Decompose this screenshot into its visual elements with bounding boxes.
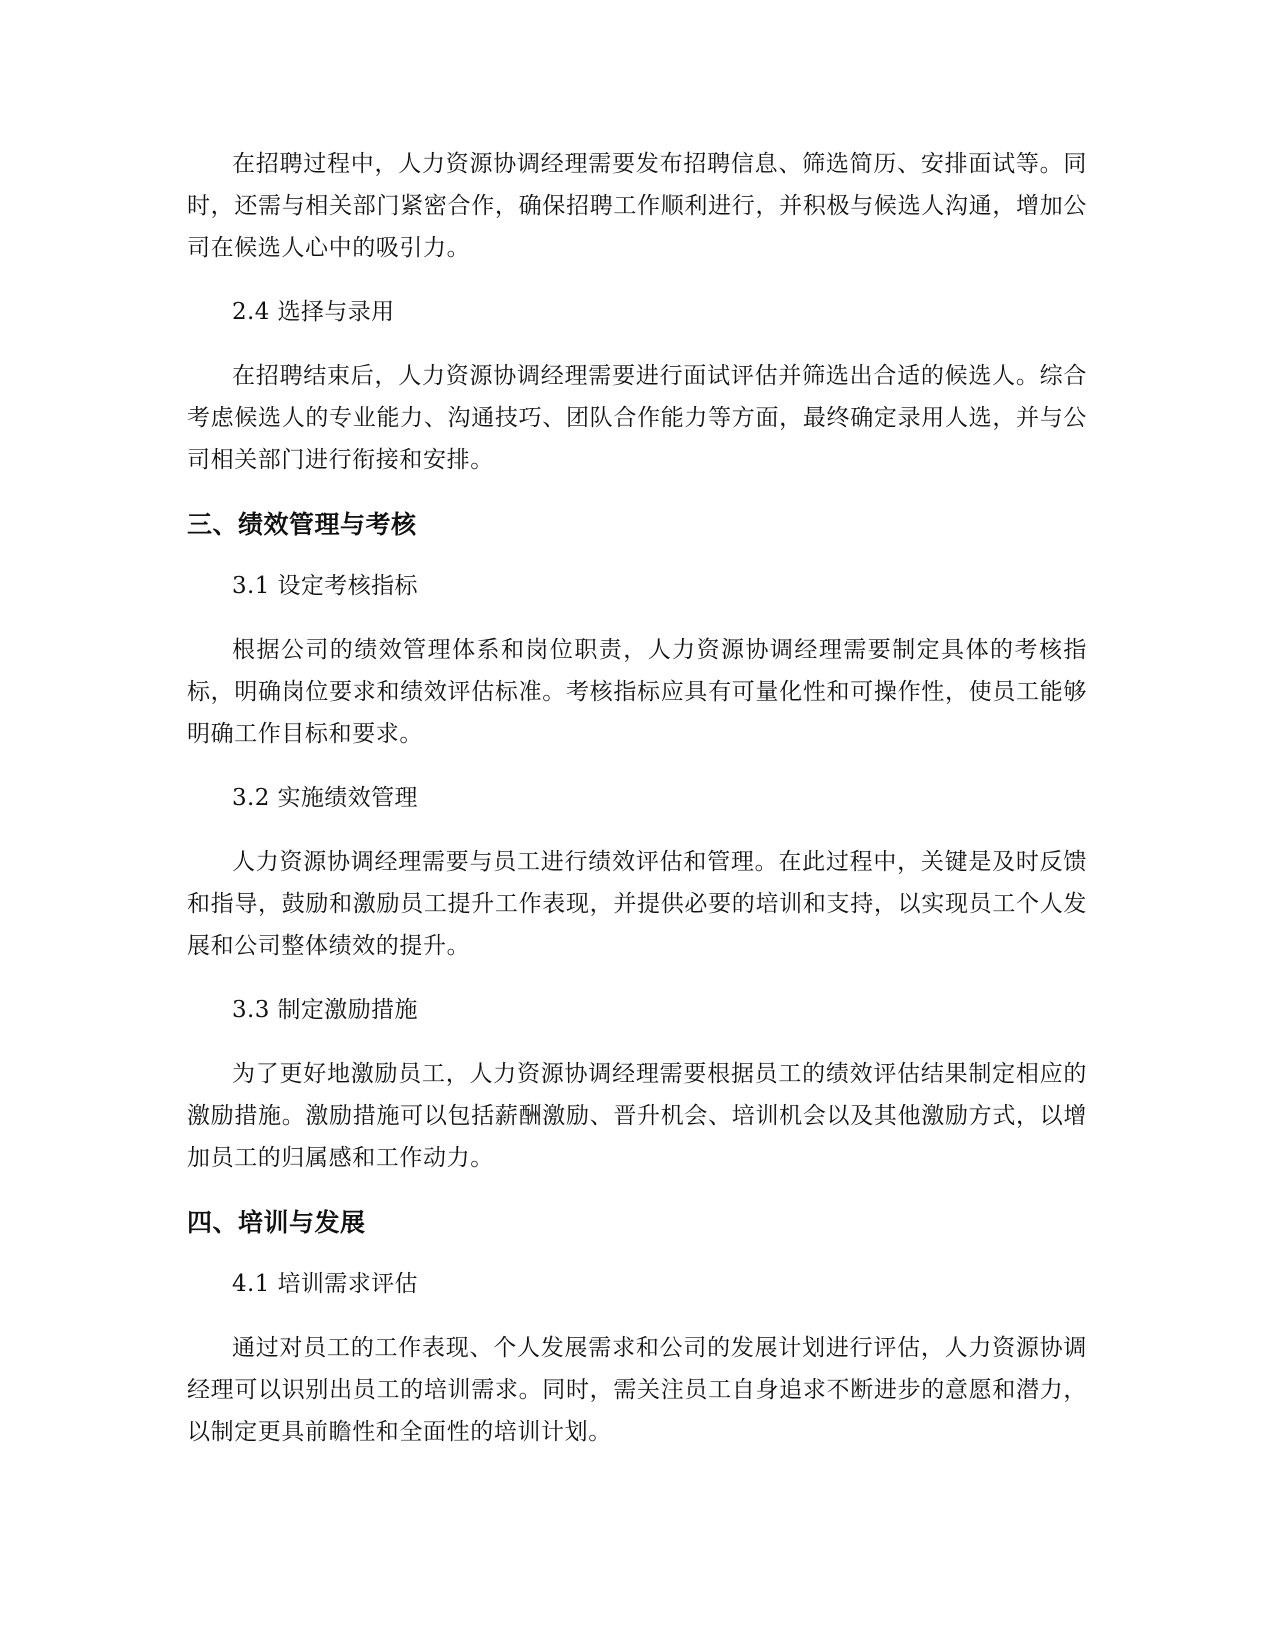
paragraph-selection-hiring: 在招聘结束后，人力资源协调经理需要进行面试评估并筛选出合适的候选人。综合考虑候选人的专业能力、沟通技巧、团队合作能力等方面，最终确定录用人选，并与公司相关部门进行衔接和安排。 (187, 363, 1087, 473)
subheading-2-4: 2.4 选择与录用 (232, 299, 395, 325)
document-body (187, 143, 1087, 1475)
paragraph-implement-performance: 人力资源协调经理需要与员工进行绩效评估和管理。在此过程中，关键是及时反馈和指导，鼓励和激励员工提升工作表现，并提供必要的培训和支持，以实现员工个人发展和公司整体绩效的提升。 (187, 849, 1087, 959)
paragraph-set-indicators: 根据公司的绩效管理体系和岗位职责，人力资源协调经理需要制定具体的考核指标，明确岗位要求和绩效评估标准。考核指标应具有可量化性和可操作性，使员工能够明确工作目标和要求。 (187, 637, 1087, 747)
subheading-3-3: 3.3 制定激励措施 (232, 997, 418, 1023)
paragraph-incentives: 为了更好地激励员工，人力资源协调经理需要根据员工的绩效评估结果制定相应的激励措施。激励措施可以包括薪酬激励、晋升机会、培训机会以及其他激励方式，以增加员工的归属感和工作动力。 (187, 1061, 1087, 1171)
subheading-4-1: 4.1 培训需求评估 (232, 1271, 418, 1297)
section-heading-3: 三、绩效管理与考核 (187, 510, 417, 539)
subheading-3-1: 3.1 设定考核指标 (232, 573, 418, 599)
section-heading-4: 四、培训与发展 (187, 1208, 366, 1237)
paragraph-training-needs: 通过对员工的工作表现、个人发展需求和公司的发展计划进行评估，人力资源协调经理可以识别出员工的培训需求。同时，需关注员工自身追求不断进步的意愿和潜力，以制定更具前瞻性和全面性的培训计划。 (187, 1335, 1087, 1445)
paragraph-recruiting-process: 在招聘过程中，人力资源协调经理需要发布招聘信息、筛选简历、安排面试等。同时，还需与相关部门紧密合作，确保招聘工作顺利进行，并积极与候选人沟通，增加公司在候选人心中的吸引力。 (187, 151, 1087, 261)
subheading-3-2: 3.2 实施绩效管理 (232, 785, 418, 811)
